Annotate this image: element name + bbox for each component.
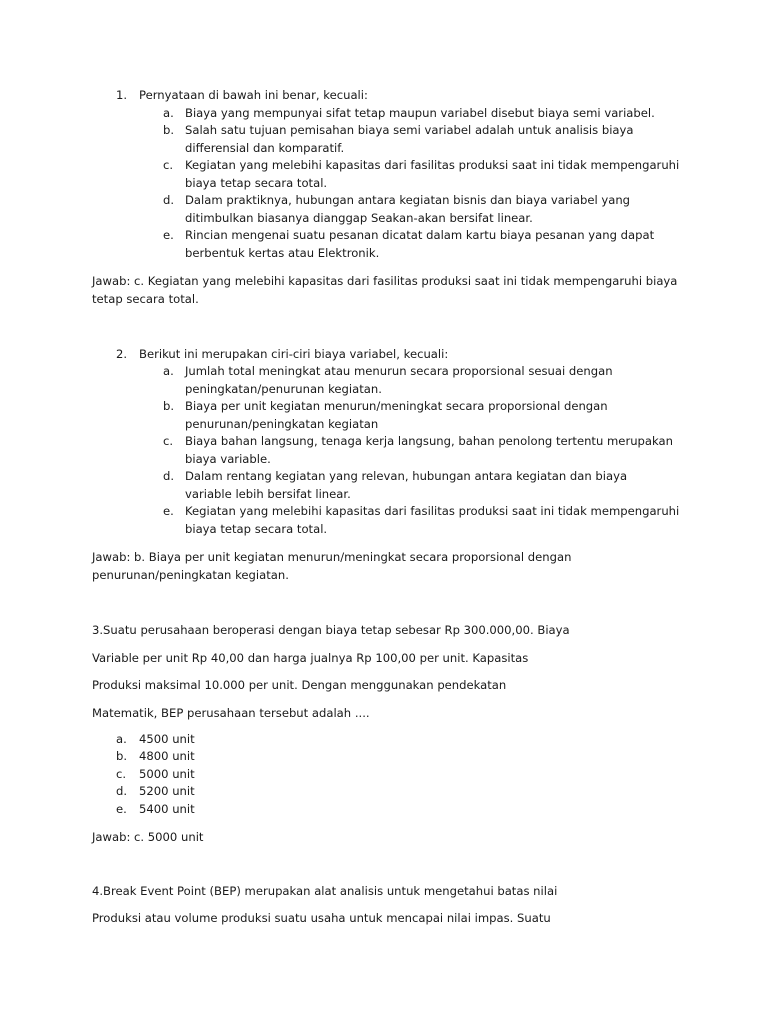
q1-answer: Jawab: c. Kegiatan yang melebihi kapasitas dari fasilitas produksi saat ini tidak mempengaruhi biaya tetap secara total. <box>92 274 678 306</box>
q3-option-d-text: 5200 unit <box>139 784 195 798</box>
q3-option-a-text: 4500 unit <box>139 732 195 746</box>
q3-line-2: Variable per unit Rp 40,00 dan harga jualnya Rp 100,00 per unit. Kapasitas <box>92 651 529 665</box>
q1-option-e-label: e. <box>163 228 174 242</box>
q1-option-d-label: d. <box>163 193 175 207</box>
q2-option-a-text: Jumlah total meningkat atau menurun secara proporsional sesuai dengan peningkatan/penurunan kegiatan. <box>185 364 613 396</box>
q4-line-2: Produksi atau volume produksi suatu usaha untuk mencapai nilai impas. Suatu <box>92 911 551 925</box>
q3-line-4: Matematik, BEP perusahaan tersebut adalah .... <box>92 706 370 720</box>
q1-option-c-text: Kegiatan yang melebihi kapasitas dari fasilitas produksi saat ini tidak mempengaruhi biaya tetap secara total. <box>185 158 680 190</box>
q3-option-c-label: c. <box>116 767 127 781</box>
q3-line-3: Produksi maksimal 10.000 per unit. Dengan menggunakan pendekatan <box>92 678 507 692</box>
q2-option-e-label: e. <box>163 504 174 518</box>
q1-option-a-text: Biaya yang mempunyai sifat tetap maupun variabel disebut biaya semi variabel. <box>185 106 655 120</box>
q1-number: 1. <box>116 88 128 102</box>
q3-option-e-text: 5400 unit <box>139 802 195 816</box>
q3-option-c-text: 5000 unit <box>139 767 195 781</box>
q3-option-e-label: e. <box>116 802 127 816</box>
q2-option-c-label: c. <box>163 434 174 448</box>
q4-line-1: 4.Break Event Point (BEP) merupakan alat analisis untuk mengetahui batas nilai <box>92 884 558 898</box>
q2-option-c-text: Biaya bahan langsung, tenaga kerja langsung, bahan penolong tertentu merupakan biaya variable. <box>185 434 673 466</box>
q2-option-b-text: Biaya per unit kegiatan menurun/meningkat secara proporsional dengan penurunan/peningkatan kegiatan <box>185 399 608 431</box>
q3-option-a-label: a. <box>116 732 127 746</box>
q2-option-a-label: a. <box>163 364 174 378</box>
q1-option-b-text: Salah satu tujuan pemisahan biaya semi variabel adalah untuk analisis biaya differensial dan komparatif. <box>185 123 634 155</box>
q1-option-b-label: b. <box>163 123 175 137</box>
q1-option-d-text: Dalam praktiknya, hubungan antara kegiatan bisnis dan biaya variabel yang ditimbulkan biasanya dianggap Seakan-akan bersifat linear. <box>185 193 631 225</box>
q3-option-b-text: 4800 unit <box>139 749 195 763</box>
q2-option-e-text: Kegiatan yang melebihi kapasitas dari fasilitas produksi saat ini tidak mempengaruhi biaya tetap secara total. <box>185 504 680 536</box>
q2-option-d-text: Dalam rentang kegiatan yang relevan, hubungan antara kegiatan dan biaya variable lebih bersifat linear. <box>185 469 628 501</box>
q1-option-e-text: Rincian mengenai suatu pesanan dicatat dalam kartu biaya pesanan yang dapat berbentuk kertas atau Elektronik. <box>185 228 655 260</box>
q1-question: Pernyataan di bawah ini benar, kecuali: <box>139 88 368 102</box>
q2-option-b-label: b. <box>163 399 175 413</box>
q2-number: 2. <box>116 347 128 361</box>
q3-line-1: 3.Suatu perusahaan beroperasi dengan biaya tetap sebesar Rp 300.000,00. Biaya <box>92 623 570 637</box>
q3-answer: Jawab: c. 5000 unit <box>92 830 204 844</box>
q3-option-d-label: d. <box>116 784 128 798</box>
q2-option-d-label: d. <box>163 469 175 483</box>
q3-option-b-label: b. <box>116 749 128 763</box>
q1-option-c-label: c. <box>163 158 174 172</box>
q1-option-a-label: a. <box>163 106 174 120</box>
q2-question: Berikut ini merupakan ciri-ciri biaya variabel, kecuali: <box>139 347 449 361</box>
q2-answer: Jawab: b. Biaya per unit kegiatan menurun/meningkat secara proporsional dengan penurunan/peningkatan kegiatan. <box>92 550 572 582</box>
